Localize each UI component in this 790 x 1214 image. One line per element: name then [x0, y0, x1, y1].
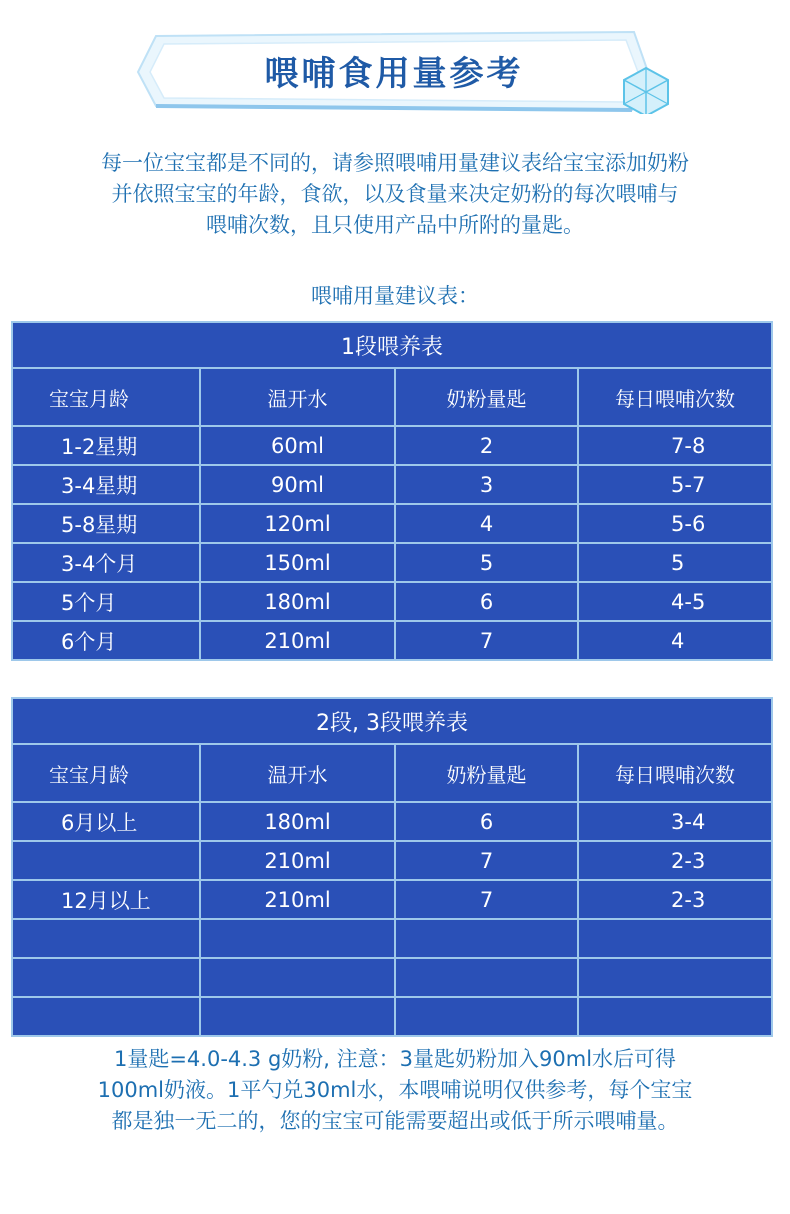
header-scoops: 奶粉量匙 — [395, 368, 578, 426]
cell-feeds: 4 — [578, 621, 772, 660]
cell-feeds: 5-6 — [578, 504, 772, 543]
cell-age — [12, 997, 200, 1036]
cell-scoops: 3 — [395, 465, 578, 504]
cell-age: 5-8星期 — [12, 504, 200, 543]
cell-scoops — [395, 997, 578, 1036]
cell-age: 3-4星期 — [12, 465, 200, 504]
cell-feeds — [578, 997, 772, 1036]
cell-water: 120ml — [200, 504, 395, 543]
table-title: 2段, 3段喂养表 — [12, 698, 772, 744]
cell-age: 5个月 — [12, 582, 200, 621]
cell-water: 150ml — [200, 543, 395, 582]
cell-age: 12月以上 — [12, 880, 200, 919]
header-water: 温开水 — [200, 368, 395, 426]
header-water: 温开水 — [200, 744, 395, 802]
cell-feeds: 2-3 — [578, 841, 772, 880]
cell-scoops: 6 — [395, 802, 578, 841]
footnote-line: 100ml奶液。1平勺兑30ml水，本喂哺说明仅供参考，每个宝宝 — [97, 1078, 693, 1102]
cell-age: 3-4个月 — [12, 543, 200, 582]
cell-age — [12, 919, 200, 958]
footnote-line: 1量匙=4.0-4.3 g奶粉, 注意：3量匙奶粉加入90ml水后可得 — [113, 1047, 677, 1071]
cell-scoops: 7 — [395, 621, 578, 660]
cell-age: 6个月 — [12, 621, 200, 660]
cell-scoops — [395, 919, 578, 958]
page-title: 喂哺食用量参考 — [264, 54, 524, 94]
intro-line: 每一位宝宝都是不同的，请参照喂哺用量建议表给宝宝添加奶粉 — [101, 151, 689, 175]
footnote-paragraph — [20, 1044, 770, 1137]
title-banner — [134, 28, 674, 114]
cell-water: 180ml — [200, 802, 395, 841]
table-row — [12, 543, 772, 582]
cell-feeds: 3-4 — [578, 802, 772, 841]
cell-scoops: 5 — [395, 543, 578, 582]
table-row — [12, 465, 772, 504]
cell-age — [12, 958, 200, 997]
table-row — [12, 426, 772, 465]
header-age: 宝宝月龄 — [12, 368, 200, 426]
table-row — [12, 997, 772, 1036]
table-header-row — [12, 744, 772, 802]
cell-feeds: 5-7 — [578, 465, 772, 504]
cell-water: 210ml — [200, 621, 395, 660]
cell-feeds — [578, 958, 772, 997]
table-row — [12, 919, 772, 958]
cell-scoops — [395, 958, 578, 997]
cell-feeds: 7-8 — [578, 426, 772, 465]
cell-age — [12, 841, 200, 880]
table-row — [12, 802, 772, 841]
footnote-line: 都是独一无二的，您的宝宝可能需要超出或低于所示喂哺量。 — [111, 1109, 679, 1133]
table-header-row — [12, 368, 772, 426]
cell-scoops: 6 — [395, 582, 578, 621]
cell-feeds: 5 — [578, 543, 772, 582]
cell-water — [200, 997, 395, 1036]
cell-water — [200, 919, 395, 958]
stage2-3-feeding-table — [11, 697, 773, 1037]
cell-feeds: 2-3 — [578, 880, 772, 919]
cell-age: 6月以上 — [12, 802, 200, 841]
intro-line: 并依照宝宝的年龄，食欲，以及食量来决定奶粉的每次喂哺与 — [111, 182, 679, 206]
cell-water: 210ml — [200, 841, 395, 880]
cell-feeds — [578, 919, 772, 958]
cell-scoops: 7 — [395, 880, 578, 919]
cell-feeds: 4-5 — [578, 582, 772, 621]
cell-scoops: 2 — [395, 426, 578, 465]
table-title: 1段喂养表 — [12, 322, 772, 368]
cell-water: 210ml — [200, 880, 395, 919]
table-row — [12, 582, 772, 621]
intro-paragraph — [20, 148, 770, 241]
table-row — [12, 621, 772, 660]
table-row — [12, 958, 772, 997]
cell-water: 60ml — [200, 426, 395, 465]
cell-age: 1-2星期 — [12, 426, 200, 465]
cell-water — [200, 958, 395, 997]
intro-line: 喂哺次数，且只使用产品中所附的量匙。 — [206, 213, 584, 237]
cell-water: 90ml — [200, 465, 395, 504]
header-scoops: 奶粉量匙 — [395, 744, 578, 802]
table-row — [12, 841, 772, 880]
cell-water: 180ml — [200, 582, 395, 621]
header-feeds-per-day: 每日喂哺次数 — [578, 744, 772, 802]
header-age: 宝宝月龄 — [12, 744, 200, 802]
table-row — [12, 504, 772, 543]
table-row — [12, 880, 772, 919]
stage1-feeding-table — [11, 321, 773, 661]
table-section-title: 喂哺用量建议表： — [311, 284, 479, 308]
cell-scoops: 4 — [395, 504, 578, 543]
header-feeds-per-day: 每日喂哺次数 — [578, 368, 772, 426]
cell-scoops: 7 — [395, 841, 578, 880]
